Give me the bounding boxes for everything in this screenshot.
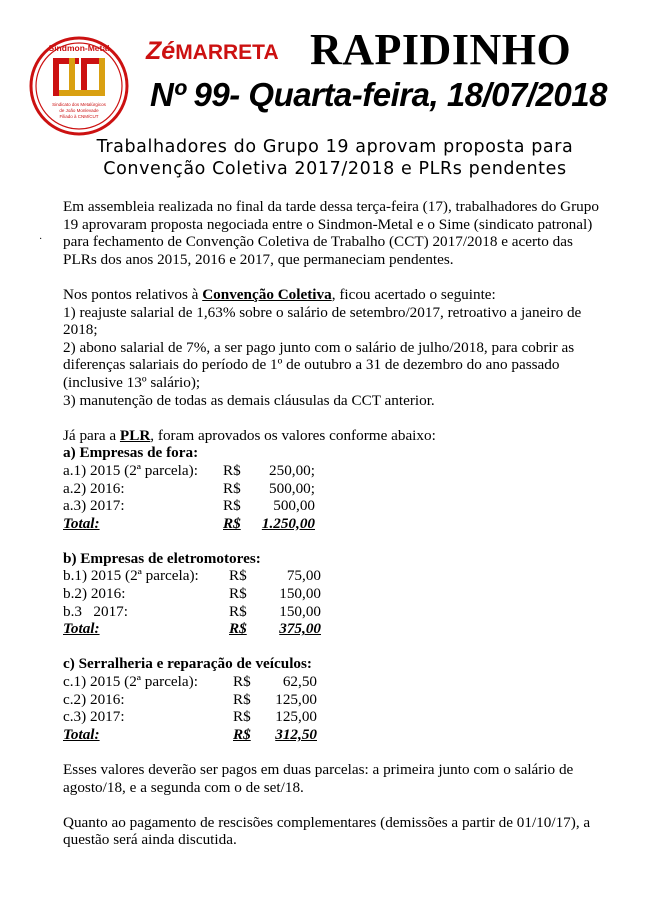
table-row: b.3 2017: R$ 150,00 [63, 602, 321, 620]
plr-group-b [63, 550, 603, 638]
svg-text:Sindmon-Metal: Sindmon-Metal [48, 43, 110, 53]
headline-line-2: Convenção Coletiva 2017/2018 e PLRs pendentes [103, 159, 567, 179]
plr-intro: Já para a PLR, foram aprovados os valores conforme abaixo: [63, 426, 436, 444]
svg-text:Sindicato dos Metalúrgicos: Sindicato dos Metalúrgicos [52, 102, 106, 107]
plr-table-c [63, 673, 317, 743]
total-row: Total: R$ 312,50 [63, 725, 317, 743]
plr-table-a [63, 462, 315, 532]
headline [40, 136, 630, 180]
group-title: a) Empresas de fora: [63, 444, 199, 462]
group-title: b) Empresas de eletromotores: [63, 549, 261, 567]
masthead-ze: Zé [146, 37, 176, 65]
cct-item-3: 3) manutenção de todas as demais cláusulas da CCT anterior. [63, 391, 435, 409]
masthead-marreta: MARRETA [175, 41, 279, 64]
stray-dot: · [39, 234, 43, 245]
payment-paragraph: Esses valores deverão ser pagos em duas parcelas: a primeira junto com o salário de agosto/18, e a segunda com o de set/18. [63, 761, 574, 796]
plr-group-a [63, 444, 603, 532]
svg-text:de João Monlevade: de João Monlevade [59, 108, 99, 113]
table-row: a.2) 2016: R$ 500,00; [63, 479, 315, 497]
masthead-zemarreta [146, 37, 279, 66]
issue-date: Nº 99- Quarta-feira, 18/07/2018 [150, 76, 607, 113]
article-body [63, 198, 603, 849]
table-row: a.3) 2017: R$ 500,00 [63, 497, 315, 515]
table-row: a.1) 2015 (2ª parcela): R$ 250,00; [63, 461, 315, 479]
total-row: Total: R$ 375,00 [63, 620, 321, 638]
table-row: b.2) 2016: R$ 150,00 [63, 585, 321, 603]
total-row: Total: R$ 1.250,00 [63, 514, 315, 532]
table-row: c.2) 2016: R$ 125,00 [63, 690, 317, 708]
svg-text:Filiado à CNM/CUT: Filiado à CNM/CUT [59, 114, 99, 119]
headline-line-1: Trabalhadores do Grupo 19 aprovam proposta para [96, 137, 574, 157]
masthead-title: RAPIDINHO [310, 25, 572, 74]
plr-link: PLR [119, 426, 151, 444]
plr-group-c [63, 655, 603, 743]
cct-item-1: 1) reajuste salarial de 1,63% sobre o salário de setembro/2017, retroativo a janeiro de 2018; [63, 303, 582, 339]
sindmon-metal-logo [29, 36, 129, 136]
cct-intro: Nos pontos relativos à Convenção Coletiva, ficou acertado o seguinte: [63, 285, 496, 303]
table-row: c.1) 2015 (2ª parcela): R$ 62,50 [63, 673, 317, 691]
group-title: c) Serralheria e reparação de veículos: [63, 655, 312, 673]
intro-paragraph: Em assembleia realizada no final da tarde dessa terça-feira (17), trabalhadores do Grupo 19 aprovaram proposta negociada entre o Sindmon-Metal e o Sime (sindicato patronal) para fechamento de Convenção Coletiva de Trabalho (CCT) 2017/2018 e acerto das PLRs dos anos 2015, 2016 e 2017, que permaneciam pendentes. [63, 198, 599, 268]
cct-item-2: 2) abono salarial de 7%, a ser pago junto com o salário de julho/2018, para cobrir as diferenças salariais do período de 1º de outubro a 31 de dezembro do ano passado (inclusive 13º salário); [63, 338, 575, 391]
plr-table-b [63, 567, 321, 637]
rescisoes-paragraph: Quanto ao pagamento de rescisões complementares (demissões a partir de 01/10/17), a questão será ainda discutida. [63, 813, 591, 849]
table-row: b.1) 2015 (2ª parcela): R$ 75,00 [63, 567, 321, 585]
cct-link: Convenção Coletiva [202, 285, 332, 303]
table-row: c.3) 2017: R$ 125,00 [63, 708, 317, 726]
